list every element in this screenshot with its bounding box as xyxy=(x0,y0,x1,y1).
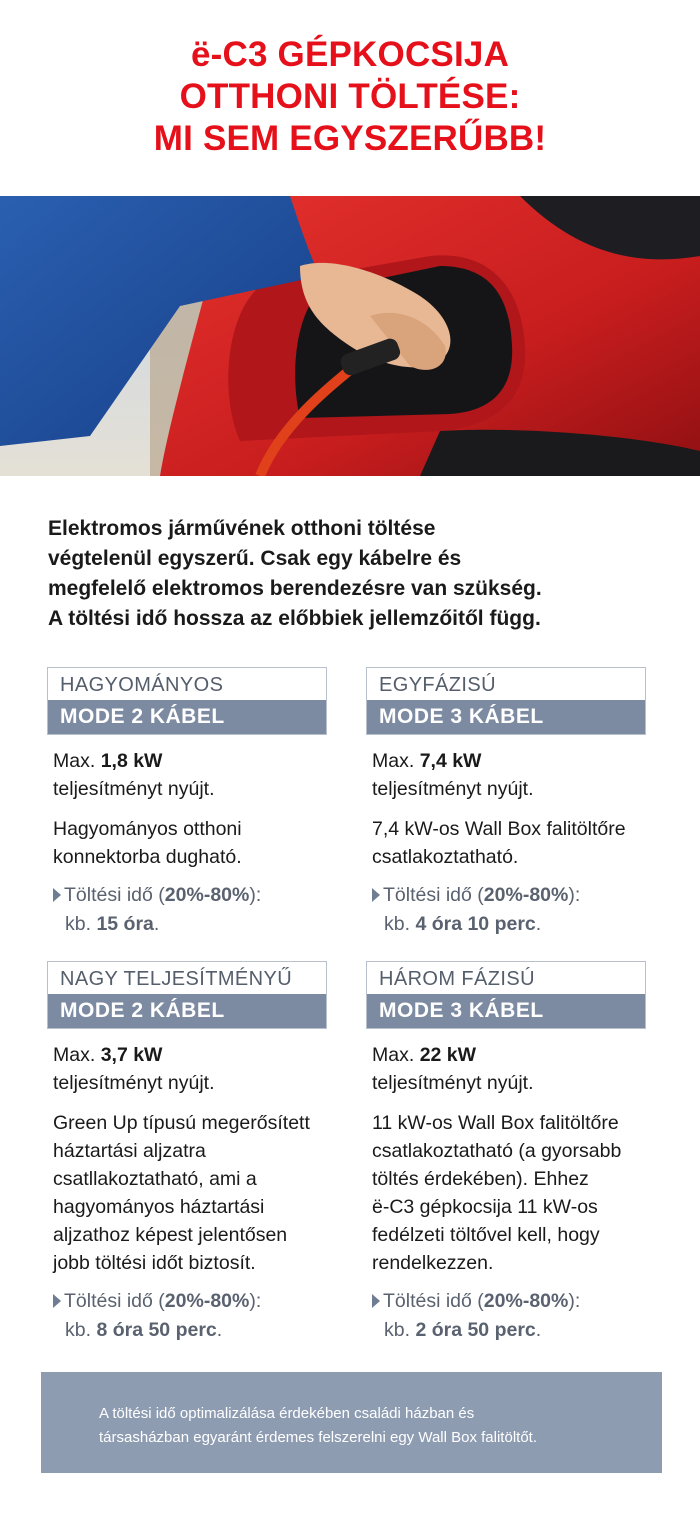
triangle-right-icon xyxy=(53,888,61,902)
card-header xyxy=(47,667,327,735)
power-suffix: teljesítményt nyújt. xyxy=(372,1072,534,1094)
charge-label: Töltési idő ( xyxy=(383,884,484,906)
charge-close: ): xyxy=(249,1290,262,1312)
desc-line: háztartási aljzatra xyxy=(53,1140,206,1162)
card-body xyxy=(366,1041,666,1345)
card-body xyxy=(47,747,347,939)
note-line: társasházban egyaránt érdemes felszerelni egy Wall Box falitöltőt. xyxy=(99,1429,537,1446)
desc-line: csatllakoztatható, ami a xyxy=(53,1168,257,1190)
desc-line: Green Up típusú megerősített xyxy=(53,1112,310,1134)
power-value: 1,8 kW xyxy=(100,750,163,772)
charge-time-value: 4 óra 10 perc xyxy=(415,913,536,935)
card-subtitle: HÁROM FÁZISÚ xyxy=(379,968,535,990)
power-value: 22 kW xyxy=(419,1044,477,1066)
card-description xyxy=(53,1109,347,1277)
charge-end: . xyxy=(535,913,542,935)
charge-end: . xyxy=(216,1319,223,1341)
card-mode-label: MODE 3 KÁBEL xyxy=(367,700,645,734)
desc-line: konnektorba dugható. xyxy=(53,846,242,868)
charge-label: Töltési idő ( xyxy=(64,884,165,906)
card-power xyxy=(53,1041,347,1097)
charge-time-value: 15 óra xyxy=(96,913,154,935)
hero-image-charging xyxy=(0,196,700,476)
charge-label: Töltési idő ( xyxy=(383,1290,484,1312)
desc-line: csatlakoztatható. xyxy=(372,846,519,868)
desc-line: csatlakoztatható (a gyorsabb xyxy=(372,1140,622,1162)
card-subtitle: EGYFÁZISÚ xyxy=(379,674,496,696)
triangle-right-icon xyxy=(53,1294,61,1308)
card-mode2-traditional xyxy=(47,667,347,939)
desc-line: ë-C3 gépkocsija 11 kW-os xyxy=(372,1196,598,1218)
card-description xyxy=(53,815,347,871)
hero-illustration xyxy=(0,196,700,476)
triangle-right-icon xyxy=(372,1294,380,1308)
page-title xyxy=(0,34,700,160)
card-mode2-high-power xyxy=(47,961,347,1345)
intro-text xyxy=(48,514,668,634)
intro-line: Elektromos járművének otthoni töltése xyxy=(48,517,436,540)
desc-line: 7,4 kW-os Wall Box falitöltőre xyxy=(372,818,626,840)
card-body xyxy=(47,1041,347,1345)
desc-line: hagyományos háztartási xyxy=(53,1196,265,1218)
power-value: 7,4 kW xyxy=(419,750,482,772)
desc-line: fedélzeti töltővel kell, hogy xyxy=(372,1224,600,1246)
desc-line: rendelkezzen. xyxy=(372,1252,494,1274)
card-subtitle: HAGYOMÁNYOS xyxy=(60,674,224,696)
desc-line: Hagyományos otthoni xyxy=(53,818,242,840)
charge-prefix: kb. xyxy=(384,913,411,935)
charge-range: 20%-80% xyxy=(164,1290,250,1312)
charge-time xyxy=(372,881,666,939)
charge-range: 20%-80% xyxy=(164,884,250,906)
card-mode-label: MODE 2 KÁBEL xyxy=(48,994,326,1028)
charge-end: . xyxy=(153,913,160,935)
title-line-2: OTTHONI TÖLTÉSE: xyxy=(179,77,521,116)
charge-time xyxy=(53,1287,347,1345)
charge-time xyxy=(372,1287,666,1345)
card-power xyxy=(372,1041,666,1097)
charge-close: ): xyxy=(249,884,262,906)
power-suffix: teljesítményt nyújt. xyxy=(53,1072,215,1094)
power-suffix: teljesítményt nyújt. xyxy=(372,778,534,800)
card-header xyxy=(366,961,646,1029)
note-line: A töltési idő optimalizálása érdekében családi házban és xyxy=(99,1405,475,1422)
card-mode3-single-phase xyxy=(366,667,666,939)
charge-prefix: kb. xyxy=(65,1319,92,1341)
power-suffix: teljesítményt nyújt. xyxy=(53,778,215,800)
wallbox-note xyxy=(41,1372,662,1473)
card-mode-label: MODE 2 KÁBEL xyxy=(48,700,326,734)
max-prefix: Max. xyxy=(372,750,415,772)
max-prefix: Max. xyxy=(53,750,96,772)
intro-line: A töltési idő hossza az előbbiek jellemzőitől függ. xyxy=(48,607,541,630)
charge-close: ): xyxy=(568,884,581,906)
card-mode3-three-phase xyxy=(366,961,666,1345)
desc-line: jobb töltési időt biztosít. xyxy=(53,1252,256,1274)
intro-line: végtelenül egyszerű. Csak egy kábelre és xyxy=(48,547,462,570)
charge-end: . xyxy=(535,1319,542,1341)
card-description xyxy=(372,815,666,871)
card-body xyxy=(366,747,666,939)
triangle-right-icon xyxy=(372,888,380,902)
charge-prefix: kb. xyxy=(384,1319,411,1341)
card-description xyxy=(372,1109,666,1277)
card-power xyxy=(53,747,347,803)
charge-label: Töltési idő ( xyxy=(64,1290,165,1312)
desc-line: 11 kW-os Wall Box falitöltőre xyxy=(372,1112,619,1134)
charge-range: 20%-80% xyxy=(483,884,569,906)
charge-time-value: 2 óra 50 perc xyxy=(415,1319,536,1341)
power-value: 3,7 kW xyxy=(100,1044,163,1066)
card-power xyxy=(372,747,666,803)
intro-line: megfelelő elektromos berendezésre van szükség. xyxy=(48,577,542,600)
card-header xyxy=(47,961,327,1029)
desc-line: aljzathoz képest jelentősen xyxy=(53,1224,288,1246)
charge-time-value: 8 óra 50 perc xyxy=(96,1319,217,1341)
desc-line: töltés érdekében). Ehhez xyxy=(372,1168,589,1190)
charge-prefix: kb. xyxy=(65,913,92,935)
charge-close: ): xyxy=(568,1290,581,1312)
charge-range: 20%-80% xyxy=(483,1290,569,1312)
charge-time xyxy=(53,881,347,939)
card-subtitle: NAGY TELJESÍTMÉNYŰ xyxy=(60,968,293,990)
card-mode-label: MODE 3 KÁBEL xyxy=(367,994,645,1028)
card-header xyxy=(366,667,646,735)
max-prefix: Max. xyxy=(53,1044,96,1066)
max-prefix: Max. xyxy=(372,1044,415,1066)
title-line-3: MI SEM EGYSZERŰBB! xyxy=(153,119,547,158)
title-line-1: ë-C3 GÉPKOCSIJA xyxy=(190,35,510,74)
